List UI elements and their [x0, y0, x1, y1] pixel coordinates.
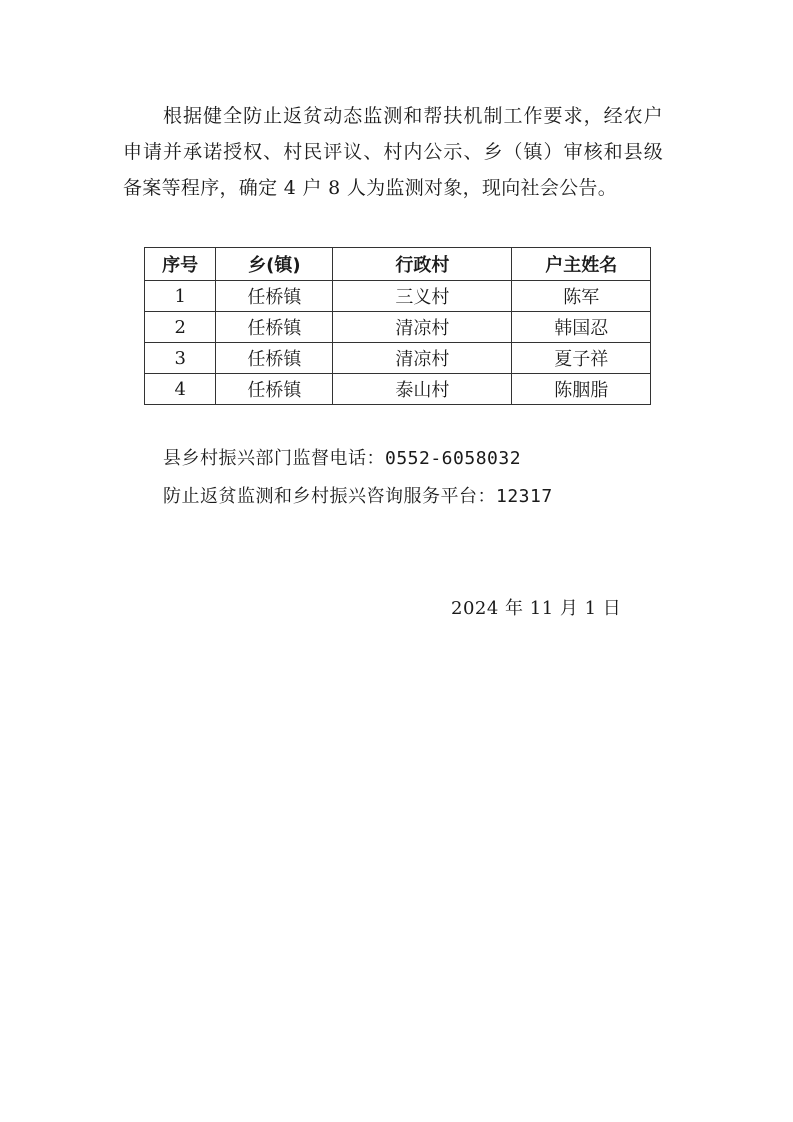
cell-village: 清凉村: [333, 312, 512, 343]
header-village: 行政村: [333, 248, 512, 281]
supervision-phone-line: [163, 444, 521, 470]
table-row: [145, 374, 651, 405]
announcement-body: 根据健全防止返贫动态监测和帮扶机制工作要求，经农户申请并承诺授权、村民评议、村内公示、乡（镇）审核和县级备案等程序，确定 4 户 8 人为监测对象，现向社会公告。: [123, 105, 663, 199]
cell-household-head: 韩国忍: [512, 312, 651, 343]
header-township: 乡(镇): [216, 248, 333, 281]
table-header-row: [145, 248, 651, 281]
cell-village: 清凉村: [333, 343, 512, 374]
table-row: [145, 312, 651, 343]
table-row: [145, 343, 651, 374]
table-row: [145, 281, 651, 312]
header-serial-number: 序号: [145, 248, 216, 281]
cell-township: 任桥镇: [216, 374, 333, 405]
supervision-phone-label: 县乡村振兴部门监督电话：: [163, 448, 385, 469]
consultation-platform-label: 防止返贫监测和乡村振兴咨询服务平台：: [163, 486, 496, 507]
cell-household-head: 陈胭脂: [512, 374, 651, 405]
cell-township: 任桥镇: [216, 281, 333, 312]
cell-household-head: 夏子祥: [512, 343, 651, 374]
cell-village: 泰山村: [333, 374, 512, 405]
consultation-platform-line: [163, 482, 553, 508]
consultation-platform-number: 12317: [496, 486, 553, 507]
supervision-phone-number: 0552-6058032: [385, 448, 522, 469]
cell-serial-number: 3: [145, 343, 216, 374]
cell-serial-number: 4: [145, 374, 216, 405]
cell-township: 任桥镇: [216, 343, 333, 374]
header-household-head: 户主姓名: [512, 248, 651, 281]
announcement-date: 2024 年 11 月 1 日: [451, 598, 622, 619]
cell-serial-number: 1: [145, 281, 216, 312]
monitoring-households-table: [144, 247, 651, 405]
cell-serial-number: 2: [145, 312, 216, 343]
cell-township: 任桥镇: [216, 312, 333, 343]
cell-village: 三义村: [333, 281, 512, 312]
cell-household-head: 陈军: [512, 281, 651, 312]
